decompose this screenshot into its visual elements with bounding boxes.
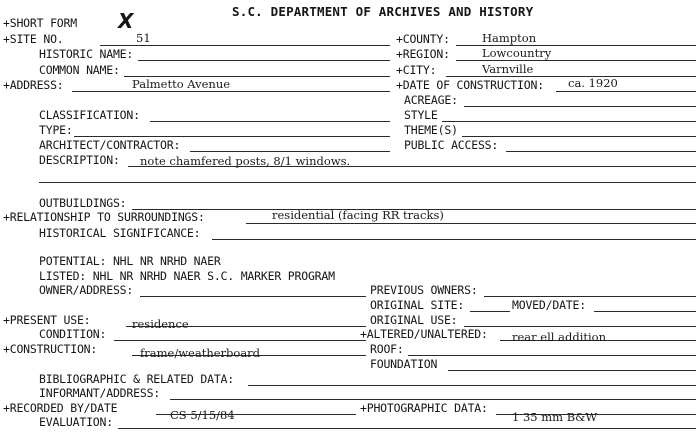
date-of-construction-label: +DATE OF CONSTRUCTION: — [396, 78, 544, 92]
historical-significance-line — [212, 239, 696, 240]
evaluation-line — [118, 428, 696, 429]
previous-owners-label: PREVIOUS OWNERS: — [370, 283, 478, 297]
address-value: Palmetto Avenue — [132, 77, 231, 91]
themes-line — [462, 136, 696, 137]
region-value: Lowcountry — [482, 46, 552, 60]
style-line — [442, 121, 696, 122]
altered-unaltered-label: +ALTERED/UNALTERED: — [360, 327, 488, 341]
original-site-label: ORIGINAL SITE: — [370, 298, 465, 312]
site-no-label: +SITE NO. — [3, 32, 64, 46]
condition-line — [114, 340, 366, 341]
present-use-value: residence — [132, 317, 189, 331]
moved-date-label: MOVED/DATE: — [512, 298, 586, 312]
recorded-by-label: +RECORDED BY/DATE — [3, 401, 118, 415]
architect-contractor-label: ARCHITECT/CONTRACTOR: — [39, 138, 181, 152]
relationship-label: +RELATIONSHIP TO SURROUNDINGS: — [3, 210, 205, 224]
bibliographic-line — [248, 385, 696, 386]
short-form-checkmark: X — [118, 9, 134, 33]
altered-unaltered-value: rear ell addition — [512, 330, 607, 344]
construction-value: frame/weatherboard — [140, 346, 261, 360]
historic-name-label: HISTORIC NAME: — [39, 47, 134, 61]
classification-label: CLASSIFICATION: — [39, 108, 140, 122]
previous-owners-line — [484, 296, 696, 297]
owner-address-label: OWNER/ADDRESS: — [39, 283, 134, 297]
acreage-line — [464, 106, 696, 107]
photographic-data-label: +PHOTOGRAPHIC DATA: — [360, 401, 488, 415]
original-use-line — [464, 326, 696, 327]
moved-date-line — [594, 311, 696, 312]
description-label: DESCRIPTION: — [39, 153, 120, 167]
present-use-label: +PRESENT USE: — [3, 313, 91, 327]
photographic-data-value: 1 35 mm B&W — [512, 410, 598, 424]
region-label: +REGION: — [396, 47, 450, 61]
address-line — [72, 91, 390, 92]
description-value: note chamfered posts, 8/1 windows. — [140, 154, 351, 168]
themes-label: THEME(S) — [404, 123, 458, 137]
foundation-line — [448, 370, 696, 371]
original-site-line — [470, 311, 510, 312]
potential-row: POTENTIAL: NHL NR NRHD NAER — [39, 254, 221, 268]
style-label: STYLE — [404, 108, 438, 122]
county-value: Hampton — [482, 31, 537, 45]
address-label: +ADDRESS: — [3, 78, 64, 92]
bibliographic-label: BIBLIOGRAPHIC & RELATED DATA: — [39, 372, 234, 386]
county-label: +COUNTY: — [396, 32, 450, 46]
site-no-value: 51 — [136, 31, 151, 45]
architect-contractor-line — [190, 151, 390, 152]
city-value: Varnville — [482, 62, 534, 76]
relationship-value: residential (facing RR tracks) — [272, 208, 444, 222]
owner-address-line — [140, 296, 366, 297]
date-of-construction-value: ca. 1920 — [568, 76, 618, 90]
recorded-by-value: CS 5/15/84 — [170, 408, 235, 422]
public-access-line — [506, 151, 696, 152]
foundation-label: FOUNDATION — [370, 357, 438, 371]
evaluation-label: EVALUATION: — [39, 415, 113, 429]
description-line-2 — [39, 182, 696, 183]
site-no-line — [100, 45, 390, 46]
relationship-line — [246, 223, 696, 224]
type-label: TYPE: — [39, 123, 73, 137]
city-label: +CITY: — [396, 63, 437, 77]
condition-label: CONDITION: — [39, 327, 107, 341]
common-name-label: COMMON NAME: — [39, 63, 120, 77]
informant-address-label: INFORMANT/ADDRESS: — [39, 386, 161, 400]
historical-significance-label: HISTORICAL SIGNIFICANCE: — [39, 226, 201, 240]
acreage-label: ACREAGE: — [404, 93, 458, 107]
informant-address-line — [170, 399, 696, 400]
public-access-label: PUBLIC ACCESS: — [404, 138, 499, 152]
outbuildings-label: OUTBUILDINGS: — [39, 196, 127, 210]
region-line — [456, 60, 696, 61]
historic-name-line — [138, 60, 390, 61]
original-use-label: ORIGINAL USE: — [370, 313, 458, 327]
type-line — [74, 136, 390, 137]
construction-label: +CONSTRUCTION: — [3, 342, 98, 356]
listed-row: LISTED: NHL NR NRHD NAER S.C. MARKER PROGRAM — [39, 269, 335, 283]
roof-label: ROOF: — [370, 342, 404, 356]
classification-line — [150, 121, 390, 122]
short-form-label: +SHORT FORM — [3, 16, 77, 30]
form-title: S.C. DEPARTMENT OF ARCHIVES AND HISTORY — [232, 4, 534, 19]
roof-line — [408, 355, 696, 356]
date-of-construction-line — [556, 91, 696, 92]
